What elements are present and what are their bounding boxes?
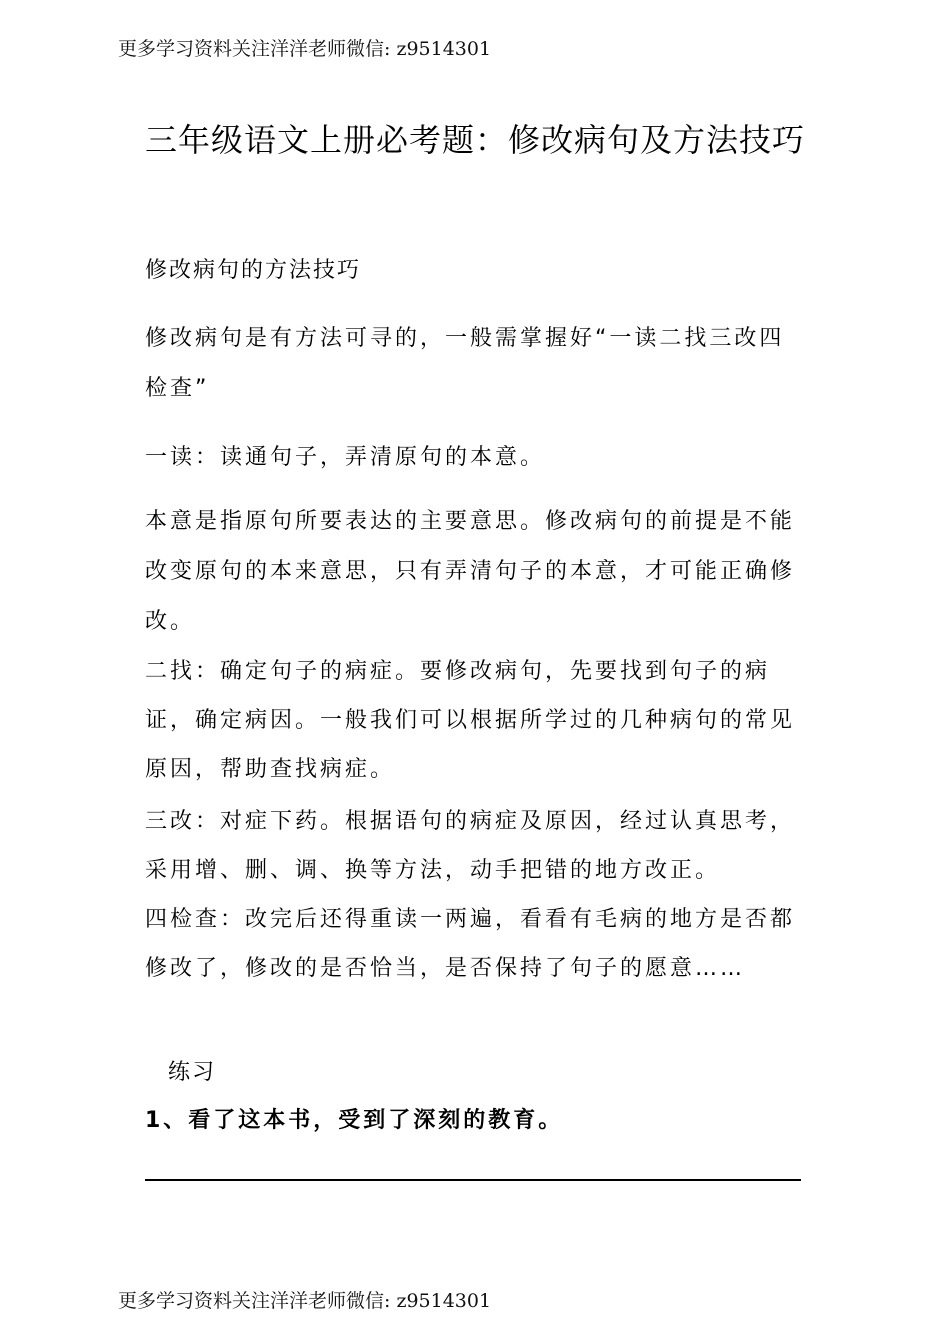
header-wechat-note: 更多学习资料关注洋洋老师微信: z9514301 xyxy=(118,38,492,60)
practice-item-1: 1、看了这本书，受到了深刻的教育。 xyxy=(145,1108,564,1133)
practice-heading: 练习 xyxy=(168,1060,217,1085)
section-heading: 修改病句的方法技巧 xyxy=(145,258,362,283)
intro-paragraph: 修改病句是有方法可寻的，一般需掌握好“一读二找三改四检查” xyxy=(145,326,785,401)
step-find: 二找：确定句子的病症。要修改病句，先要找到句子的病证，确定病因。一般我们可以根据所学过的几种病句的常见原因，帮助查找病症。 xyxy=(145,659,796,782)
step-read-detail: 本意是指原句所要表达的主要意思。修改病句的前提是不能改变原句的本来意思，只有弄清句子的本意，才可能正确修改。 xyxy=(145,509,796,634)
page-title: 三年级语文上册必考题：修改病句及方法技巧 xyxy=(145,121,806,159)
step-check: 四检查：改完后还得重读一两遍，看看有毛病的地方是否都修改了，修改的是否恰当，是否保持了句子的愿意…… xyxy=(145,907,796,981)
step-fix: 三改：对症下药。根据语句的病症及原因，经过认真思考，采用增、删、调、换等方法，动手把错的地方改正。 xyxy=(145,809,796,883)
answer-line xyxy=(145,1179,801,1181)
step-read: 一读：读通句子，弄清原句的本意。 xyxy=(145,445,546,470)
footer-wechat-note: 更多学习资料关注洋洋老师微信: z9514301 xyxy=(118,1290,492,1312)
